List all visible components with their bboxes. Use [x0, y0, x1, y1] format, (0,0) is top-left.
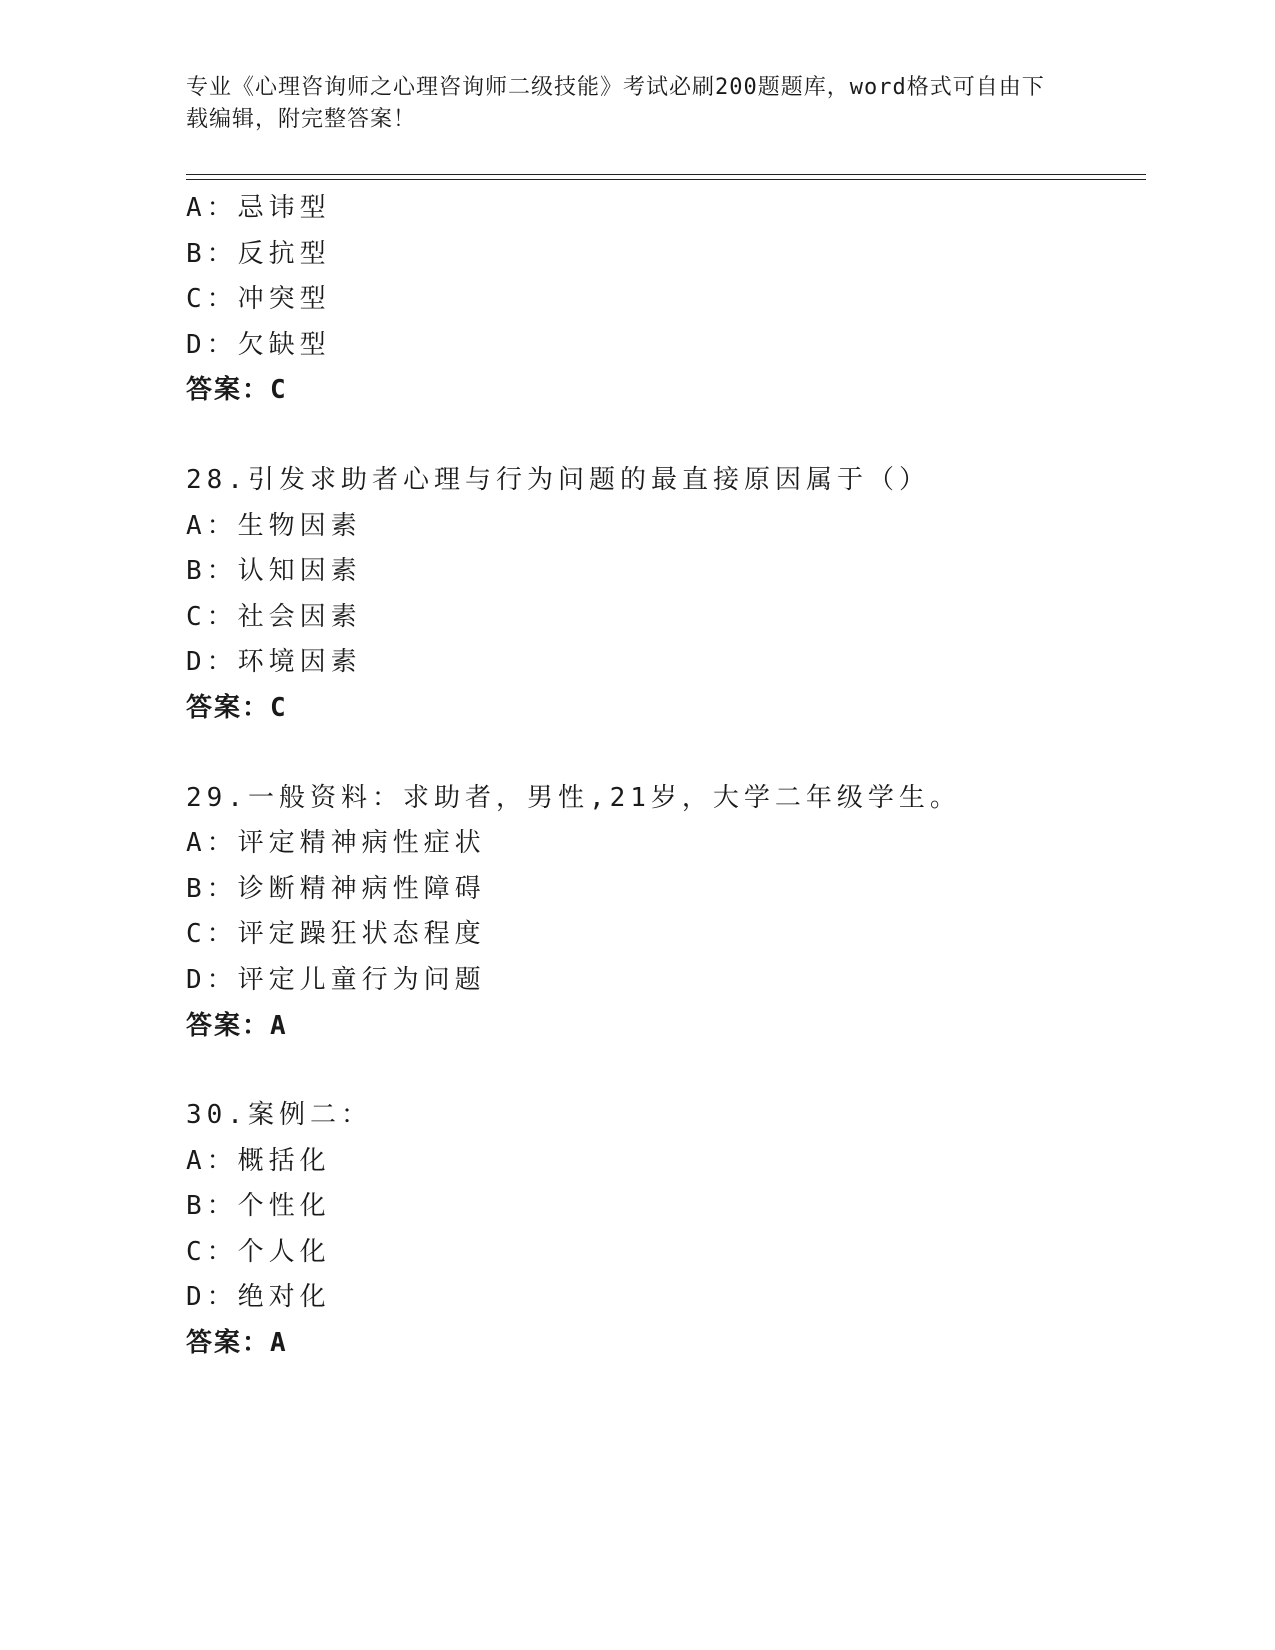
option-d: D：评定儿童行为问题: [186, 964, 486, 995]
question-list: [186, 186, 1146, 1367]
answer: 答案：A: [186, 1328, 288, 1359]
option-c: C：冲突型: [186, 284, 331, 315]
option-b: B：个性化: [186, 1191, 331, 1222]
option-c: C：评定躁狂状态程度: [186, 919, 486, 950]
question-stem: 28.引发求助者心理与行为问题的最直接原因属于（）: [186, 464, 930, 495]
option-d: D：绝对化: [186, 1282, 331, 1313]
option-a: A：概括化: [186, 1145, 331, 1176]
question-stem: 30.案例二：: [186, 1100, 372, 1131]
question-29: [186, 776, 1146, 1050]
question-30: [186, 1093, 1146, 1367]
answer: 答案：A: [186, 1010, 288, 1041]
option-a: A：生物因素: [186, 510, 362, 541]
option-a: A：忌讳型: [186, 193, 331, 223]
header-divider-top: [186, 174, 1146, 175]
question-continuation: [186, 186, 1146, 414]
answer: 答案：C: [186, 692, 288, 723]
option-b: B：反抗型: [186, 238, 331, 269]
header-divider-bottom: [186, 179, 1146, 180]
question-stem: 29.一般资料：求助者，男性,21岁，大学二年级学生。: [186, 782, 961, 813]
document-header: 专业《心理咨询师之心理咨询师二级技能》考试必刷200题题库，word格式可自由下载编辑，附完整答案！: [186, 75, 1045, 132]
option-d: D：欠缺型: [186, 329, 331, 360]
answer: 答案：C: [186, 375, 288, 406]
option-c: C：个人化: [186, 1236, 331, 1267]
option-a: A：评定精神病性症状: [186, 828, 486, 859]
question-28: [186, 458, 1146, 732]
option-b: B：诊断精神病性障碍: [186, 873, 486, 904]
option-d: D：环境因素: [186, 647, 362, 678]
option-b: B：认知因素: [186, 556, 362, 587]
option-c: C：社会因素: [186, 601, 362, 632]
